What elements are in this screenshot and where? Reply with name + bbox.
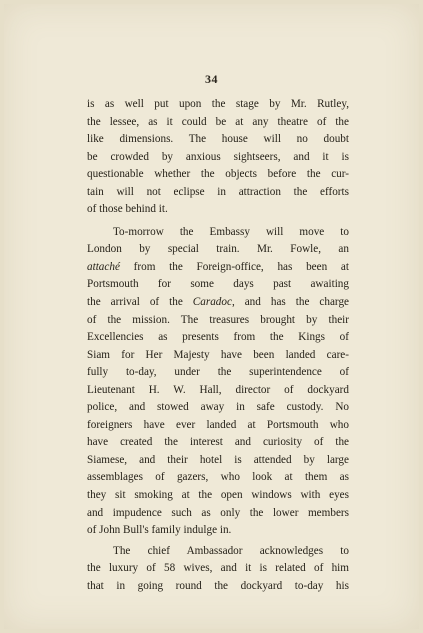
text-line: like dimensions. The house will no doubt [87, 133, 349, 146]
text-line: of John Bull's family indulge in. [87, 524, 232, 537]
text-line: the luxury of 58 wives, and it is related of him [87, 562, 349, 575]
text-line: be crowded by anxious sightseers, and it is [87, 150, 349, 163]
text-line: tain will not eclipse in attraction the efforts [87, 185, 349, 198]
text-line: assemblages of gazers, who look at them as [87, 471, 349, 484]
text-line: of those behind it. [87, 203, 168, 216]
text-line: they sit smoking at the open windows with eyes [87, 489, 349, 502]
text-line: fully to-day, under the superintendence of [87, 366, 349, 379]
text-line: the arrival of the Caradoc, and has the charge [87, 296, 349, 309]
text-line: police, and stowed away in safe custody. No [87, 401, 349, 414]
text-line: Lieutenant H. W. Hall, director of dockyard [87, 383, 349, 396]
text-line: and impudence such as only the lower members [87, 506, 349, 519]
text-line: questionable whether the objects before the cur- [87, 168, 349, 181]
text-line: Excellencies as presents from the Kings of [87, 331, 349, 344]
text-line: foreigners have ever landed at Portsmouth who [87, 418, 349, 431]
paragraph-start-line: The chief Ambassador acknowledges to [113, 544, 349, 557]
text-line: Siamese, and their hotel is attended by large [87, 453, 349, 466]
text-line: attaché from the Foreign-office, has been at [87, 260, 349, 273]
text-line: that in going round the dockyard to-day his [87, 579, 349, 592]
text-line: the lessee, as it could be at any theatre of the [87, 115, 349, 128]
text-line: have created the interest and curiosity of the [87, 436, 349, 449]
page-number: 34 [205, 72, 218, 86]
body-text [87, 96, 349, 595]
text-line: London by special train. Mr. Fowle, an [87, 243, 349, 256]
text-line: Siam for Her Majesty have been landed care- [87, 348, 349, 361]
text-line: Portsmouth for some days past awaiting [87, 278, 349, 291]
text-line: is as well put upon the stage by Mr. Rutley, [87, 98, 349, 110]
paragraph-start-line: To-morrow the Embassy will move to [113, 225, 349, 238]
text-line: of the mission. The treasures brought by their [87, 313, 349, 326]
